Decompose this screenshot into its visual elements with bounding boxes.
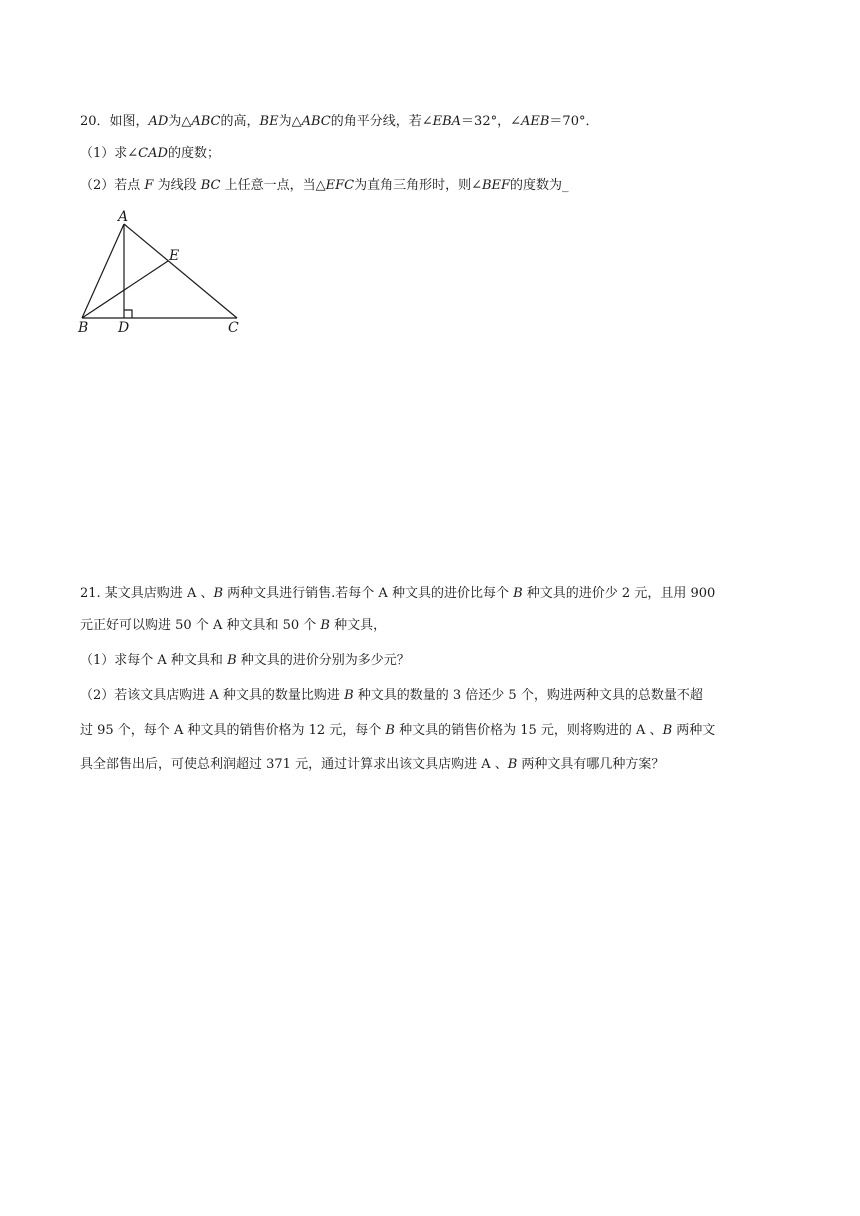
label-c: C: [228, 320, 239, 336]
q20-text: 为线段: [153, 178, 201, 193]
q21-text: B: [320, 618, 330, 633]
q20-text: CAD: [138, 146, 168, 161]
q21-text: 21. 某文具店购进 A 、: [80, 586, 214, 601]
q21-text: 两种文具进行销售.若每个 A 种文具的进价比每个: [223, 586, 514, 601]
q21-text: 种文具的进价分别为多少元？: [236, 653, 410, 668]
q20-text: AD: [148, 114, 169, 129]
q21-text: B: [213, 586, 224, 601]
q21-text: （2）若该文具店购进 A 种文具的数量比购进: [80, 688, 345, 703]
q20-text: （1）求∠: [80, 146, 139, 161]
q20-text: EFC: [325, 178, 355, 193]
q20-text: BC: [200, 178, 221, 193]
q20-text: EBA: [432, 114, 462, 129]
q21-text: 种文具的进价少 2 元，且用 900: [522, 586, 716, 601]
q20-text: 的高，: [220, 114, 260, 129]
label-a: A: [118, 209, 129, 225]
q20-text: ABC: [191, 114, 221, 129]
q21-stem-line1: [80, 584, 715, 604]
q21-text: 过 95 个，每个 A 种文具的销售价格为 12 元，每个: [80, 723, 386, 738]
q21-part2-line3: [80, 755, 664, 775]
q20-text: 20．如图，: [80, 114, 149, 129]
q20-text: BEF: [481, 178, 511, 193]
q21-text: B: [507, 757, 518, 772]
q20-text: F: [144, 178, 154, 193]
q21-stem-line2: [80, 616, 386, 636]
q21-text: B: [662, 723, 673, 738]
q21-text: （1）求每个 A 种文具和: [80, 653, 228, 668]
segment-ac: [124, 224, 237, 318]
q21-text: 种文具，: [329, 618, 387, 633]
q21-text: 两种文具有哪几种方案？: [517, 757, 665, 772]
q21-text: B: [385, 723, 395, 738]
q20-text: ＝32°，∠: [461, 114, 521, 129]
q20-part2: [80, 176, 569, 196]
label-b: B: [78, 320, 89, 336]
q21-text: B: [344, 688, 354, 703]
q20-text: 上任意一点，当△: [220, 178, 326, 193]
q20-text: AEB: [520, 114, 550, 129]
q20-text: 为直角三角形时，则∠: [354, 178, 482, 193]
q21-part2-line2: [80, 721, 715, 741]
triangle-figure: [72, 208, 252, 338]
q20-part1: [80, 144, 220, 164]
q21-part2-line1: [80, 686, 703, 706]
q20-text: 为△: [278, 114, 302, 129]
q20-text: 的角平分线，若∠: [330, 114, 433, 129]
q20-text: ＝70°．: [549, 114, 599, 129]
right-angle-mark: [124, 310, 132, 318]
q21-text: 种文具的销售价格为 15 元，则将购进的 A 、: [394, 723, 663, 738]
q21-text: 具全部售出后，可使总利润超过 371 元，通过计算求出该文具店购进 A 、: [80, 757, 508, 772]
label-e: E: [169, 248, 180, 264]
q20-text: ABC: [301, 114, 331, 129]
q21-text: B: [513, 586, 523, 601]
q21-part1: [80, 651, 410, 671]
label-d: D: [118, 320, 130, 336]
q20-text: 的度数；: [167, 146, 220, 161]
q20-text: 为△: [168, 114, 192, 129]
q21-text: 元正好可以购进 50 个 A 种文具和 50 个: [80, 618, 321, 633]
q20-text: BE: [259, 114, 279, 129]
q20-text: （2）若点: [80, 178, 145, 193]
q21-text: B: [227, 653, 237, 668]
q20-stem: [80, 112, 598, 132]
q21-text: 两种文: [672, 723, 716, 738]
q21-text: 种文具的数量的 3 倍还少 5 个，购进两种文具的总数量不超: [353, 688, 703, 703]
q20-text: 的度数为_: [510, 178, 569, 193]
